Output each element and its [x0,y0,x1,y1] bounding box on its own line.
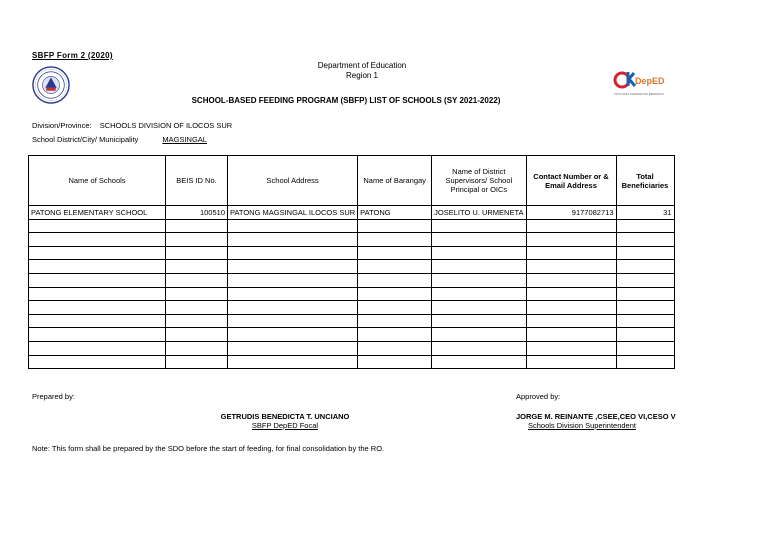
form-code: SBFP Form 2 (2020) [32,51,113,60]
table-row [29,314,675,328]
cell-total-beneficiaries [616,287,674,301]
table-row [29,287,675,301]
cell-beis-id [166,328,228,342]
table-row [29,206,675,220]
cell-school-address [228,273,358,287]
district-label: School District/City/ Municipality [32,135,139,144]
cell-total-beneficiaries [616,341,674,355]
department-name: Department of Education [317,61,407,70]
approved-signature-block [516,412,726,430]
cell-supervisor [432,301,526,315]
cell-barangay [358,273,432,287]
cell-total-beneficiaries [616,219,674,233]
cell-beis-id [166,260,228,274]
cell-barangay [358,328,432,342]
cell-supervisor: JOSELITO U. URMENETA [432,206,526,220]
cell-beis-id [166,301,228,315]
logo-subtext: TAYO ANG KALIDAD NG EDUKASYON [614,92,664,96]
cell-supervisor [432,341,526,355]
header-supervisors: Name of District Supervisors/ School Principal or OICs [432,156,526,206]
table-row [29,246,675,260]
cell-school-address [228,287,358,301]
cell-supervisor [432,233,526,247]
header-barangay: Name of Barangay [358,156,432,206]
cell-school-name [29,301,166,315]
cell-school-name [29,328,166,342]
cell-total-beneficiaries [616,314,674,328]
cell-beis-id [166,273,228,287]
division-row [32,121,232,130]
cell-barangay [358,219,432,233]
cell-contact: 9177082713 [526,206,616,220]
footnote: Note: This form shall be prepared by the SDO before the start of feeding, for final consolidation by the RO. [32,444,385,453]
district-value: MAGSINGAL [162,135,207,144]
cell-beis-id: 100510 [166,206,228,220]
table-row [29,273,675,287]
cell-school-name [29,246,166,260]
cell-contact [526,314,616,328]
cell-supervisor [432,287,526,301]
logo-text: DepED [635,76,664,86]
table-row [29,328,675,342]
cell-contact [526,301,616,315]
cell-barangay [358,341,432,355]
cell-school-name [29,233,166,247]
table-row [29,341,675,355]
header-total-beneficiaries: Total Beneficiaries [616,156,674,206]
cell-school-name [29,219,166,233]
cell-beis-id [166,355,228,369]
cell-beis-id [166,246,228,260]
cell-barangay: PATONG [358,206,432,220]
table-row [29,301,675,315]
prepared-by-position: SBFP DepED Focal [251,421,319,430]
region-name: Region 1 [345,71,379,80]
header-school-address: School Address [228,156,358,206]
cell-school-name [29,273,166,287]
cell-supervisor [432,314,526,328]
cell-supervisor [432,219,526,233]
cell-contact [526,260,616,274]
cell-school-name [29,287,166,301]
table-row [29,355,675,369]
cell-beis-id [166,314,228,328]
cell-barangay [358,287,432,301]
cell-beis-id [166,287,228,301]
cell-contact [526,246,616,260]
header-name-of-schools: Name of Schools [29,156,166,206]
document-title-text: SCHOOL-BASED FEEDING PROGRAM (SBFP) LIST OF SCHOOLS (SY 2021-2022) [191,96,501,105]
cell-total-beneficiaries: 31 [616,206,674,220]
prepared-by-name: GETRUDIS BENEDICTA T. UNCIANO [220,412,350,421]
cell-contact [526,219,616,233]
cell-total-beneficiaries [616,355,674,369]
district-row [32,135,207,144]
cell-school-name [29,341,166,355]
cell-barangay [358,260,432,274]
cell-school-address: PATONG MAGSINGAL ILOCOS SUR [228,206,358,220]
table-row [29,233,675,247]
cell-total-beneficiaries [616,246,674,260]
cell-supervisor [432,273,526,287]
table-header-row [29,156,675,206]
cell-contact [526,355,616,369]
cell-supervisor [432,246,526,260]
deped-logo [612,66,664,100]
cell-barangay [358,233,432,247]
cell-barangay [358,314,432,328]
deped-logo-icon [612,66,664,100]
cell-contact [526,328,616,342]
cell-school-name [29,355,166,369]
cell-beis-id [166,219,228,233]
division-value: SCHOOLS DIVISION OF ILOCOS SUR [99,121,233,130]
cell-total-beneficiaries [616,301,674,315]
cell-total-beneficiaries [616,233,674,247]
cell-school-address [228,314,358,328]
header-contact: Contact Number or & Email Address [526,156,616,206]
schools-table [28,155,675,369]
table-row [29,260,675,274]
table-row [29,219,675,233]
cell-beis-id [166,233,228,247]
cell-school-address [228,219,358,233]
cell-total-beneficiaries [616,328,674,342]
cell-school-address [228,260,358,274]
cell-school-address [228,301,358,315]
cell-school-name [29,260,166,274]
cell-contact [526,341,616,355]
cell-supervisor [432,355,526,369]
cell-school-address [228,246,358,260]
cell-school-address [228,328,358,342]
approved-by-name: JORGE M. REINANTE ,CSEE,CEO VI,CESO V [516,412,676,421]
cell-school-name: PATONG ELEMENTARY SCHOOL [29,206,166,220]
cell-supervisor [432,328,526,342]
header-beis-id: BEIS ID No. [166,156,228,206]
cell-school-name [29,314,166,328]
cell-beis-id [166,341,228,355]
cell-school-address [228,341,358,355]
cell-barangay [358,301,432,315]
prepared-by-label: Prepared by: [32,392,75,401]
cell-school-address [228,355,358,369]
cell-contact [526,273,616,287]
division-label: Division/Province: [32,121,92,130]
cell-supervisor [432,260,526,274]
approved-by-label: Approved by: [516,392,561,401]
cell-school-address [228,233,358,247]
cell-total-beneficiaries [616,273,674,287]
cell-contact [526,233,616,247]
cell-barangay [358,355,432,369]
approved-by-position: Schools Division Superintendent [528,421,636,430]
prepared-signature-block [190,412,380,430]
cell-barangay [358,246,432,260]
cell-total-beneficiaries [616,260,674,274]
cell-contact [526,287,616,301]
